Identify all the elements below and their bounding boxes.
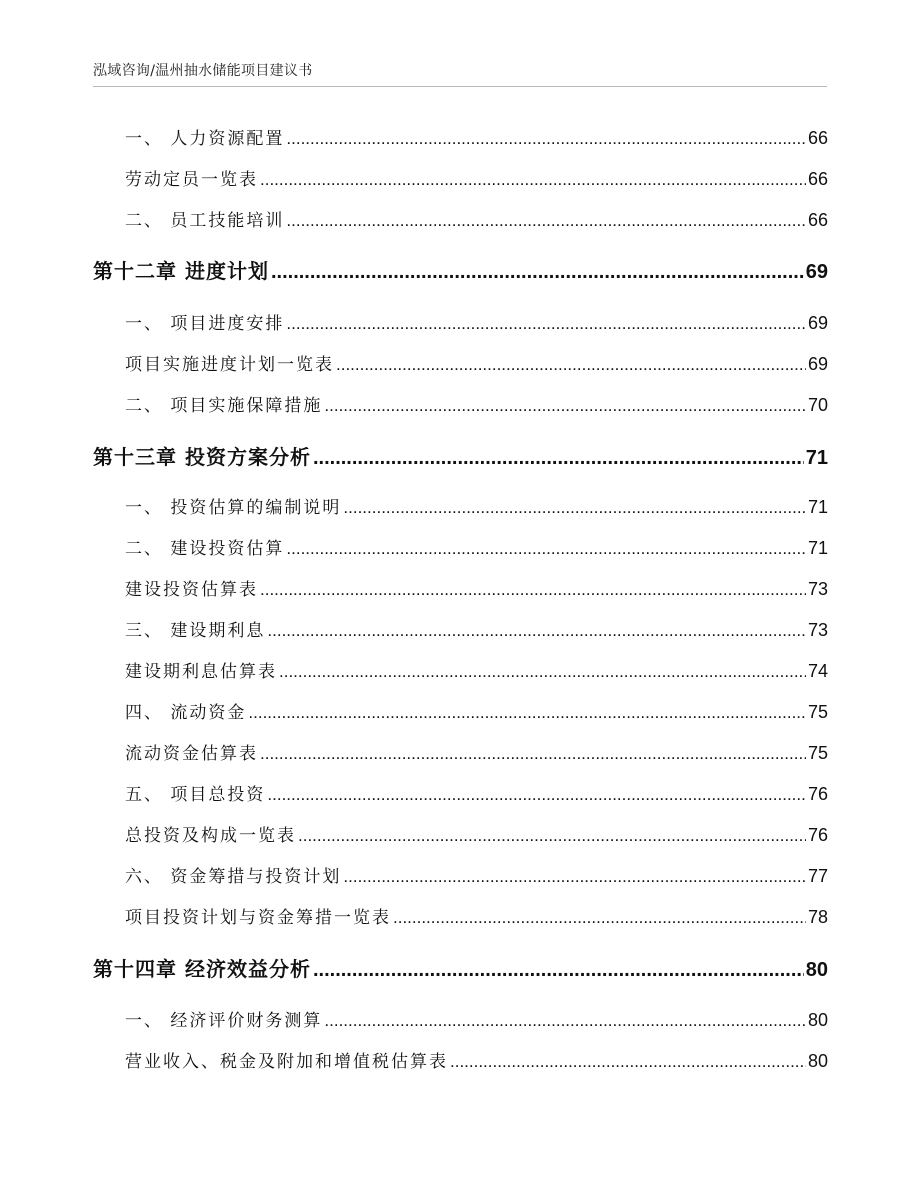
toc-entry-page: 80 [807,1051,828,1071]
toc-dot-leader [286,539,806,559]
toc-entry-label: 一、 投资估算的编制说明 [125,498,342,518]
toc-entry-page: 76 [807,825,828,845]
toc-entry-estimate-notes[interactable] [125,493,828,518]
toc-entry-label: 总投资及构成一览表 [125,826,296,846]
toc-dot-leader [298,826,806,846]
toc-dot-leader [267,785,806,805]
toc-dot-leader [248,703,806,723]
toc-dot-leader [286,129,806,149]
toc-entry-page: 66 [807,169,828,189]
toc-dot-leader [324,1011,806,1031]
toc-dot-leader [393,908,806,928]
toc-chapter-12[interactable] [93,255,828,284]
toc-entry-label: 二、 项目实施保障措施 [125,396,323,416]
toc-entry-interest-table[interactable] [125,657,828,682]
toc-entry-page: 70 [807,395,828,415]
toc-entry-safeguards[interactable] [125,391,828,416]
toc-entry-financing-plan[interactable] [125,862,828,887]
toc-entry-page: 76 [807,784,828,804]
toc-entry-page: 73 [807,579,828,599]
toc-dot-leader [343,867,806,887]
toc-chapter-label: 第十四章 经济效益分析 [93,957,311,981]
toc-entry-label: 劳动定员一览表 [125,170,258,190]
toc-entry-page: 66 [807,128,828,148]
toc-entry-staffing-table[interactable] [125,165,828,190]
toc-entry-label: 一、 项目进度安排 [125,314,285,334]
running-header: 泓域咨询/温州抽水储能项目建议书 [93,63,313,79]
toc-entry-working-capital[interactable] [125,698,828,723]
toc-chapter-label: 第十三章 投资方案分析 [93,445,311,469]
toc-entry-human-resources[interactable] [125,124,828,149]
toc-entry-page: 77 [807,866,828,886]
toc-entry-total-investment[interactable] [125,780,828,805]
toc-dot-leader [260,580,806,600]
toc-dot-leader [324,396,806,416]
toc-entry-label: 一、 经济评价财务测算 [125,1011,323,1031]
toc-chapter-13[interactable] [93,441,828,470]
toc-chapter-page: 80 [805,959,828,981]
toc-dot-leader [313,447,804,470]
toc-entry-label: 二、 员工技能培训 [125,211,285,231]
toc-entry-label: 建设投资估算表 [125,580,258,600]
toc-entry-schedule-table[interactable] [125,350,828,375]
toc-chapter-label: 第十二章 进度计划 [93,259,269,283]
toc-entry-page: 80 [807,1010,828,1030]
toc-entry-staff-training[interactable] [125,206,828,231]
toc-entry-construction-estimate[interactable] [125,534,828,559]
toc-entry-label: 五、 项目总投资 [125,785,266,805]
toc-entry-schedule[interactable] [125,309,828,334]
toc-dot-leader [343,498,806,518]
toc-entry-page: 74 [807,661,828,681]
toc-entry-page: 71 [807,538,828,558]
toc-entry-investment-composition[interactable] [125,821,828,846]
toc-entry-label: 三、 建设期利息 [125,621,266,641]
toc-chapter-14[interactable] [93,953,828,982]
toc-dot-leader [286,314,806,334]
toc-dot-leader [450,1052,806,1072]
toc-entry-financial-evaluation[interactable] [125,1006,828,1031]
toc-entry-financing-table[interactable] [125,903,828,928]
toc-entry-page: 69 [807,354,828,374]
toc-dot-leader [267,621,806,641]
toc-dot-leader [271,261,804,284]
toc-entry-page: 73 [807,620,828,640]
toc-dot-leader [260,744,806,764]
toc-entry-page: 75 [807,743,828,763]
toc-entry-construction-table[interactable] [125,575,828,600]
toc-dot-leader [286,211,806,231]
toc-entry-page: 78 [807,907,828,927]
toc-entry-page: 66 [807,210,828,230]
toc-entry-label: 营业收入、税金及附加和增值税估算表 [125,1052,448,1072]
toc-entry-revenue-tax-table[interactable] [125,1047,828,1072]
toc-dot-leader [313,959,804,982]
toc-entry-interest[interactable] [125,616,828,641]
toc-entry-label: 项目实施进度计划一览表 [125,355,334,375]
toc-entry-label: 项目投资计划与资金筹措一览表 [125,908,391,928]
toc-entry-page: 71 [807,497,828,517]
toc-entry-page: 75 [807,702,828,722]
toc-dot-leader [260,170,806,190]
toc-chapter-page: 69 [805,261,828,283]
toc-entry-label: 四、 流动资金 [125,703,247,723]
toc-entry-label: 二、 建设投资估算 [125,539,285,559]
toc-entry-page: 69 [807,313,828,333]
toc-entry-label: 建设期利息估算表 [125,662,277,682]
toc-entry-label: 一、 人力资源配置 [125,129,285,149]
toc-entry-label: 六、 资金筹措与投资计划 [125,867,342,887]
toc-dot-leader [336,355,806,375]
toc-dot-leader [279,662,806,682]
toc-chapter-page: 71 [805,447,828,469]
toc-entry-working-capital-table[interactable] [125,739,828,764]
toc-entry-label: 流动资金估算表 [125,744,258,764]
